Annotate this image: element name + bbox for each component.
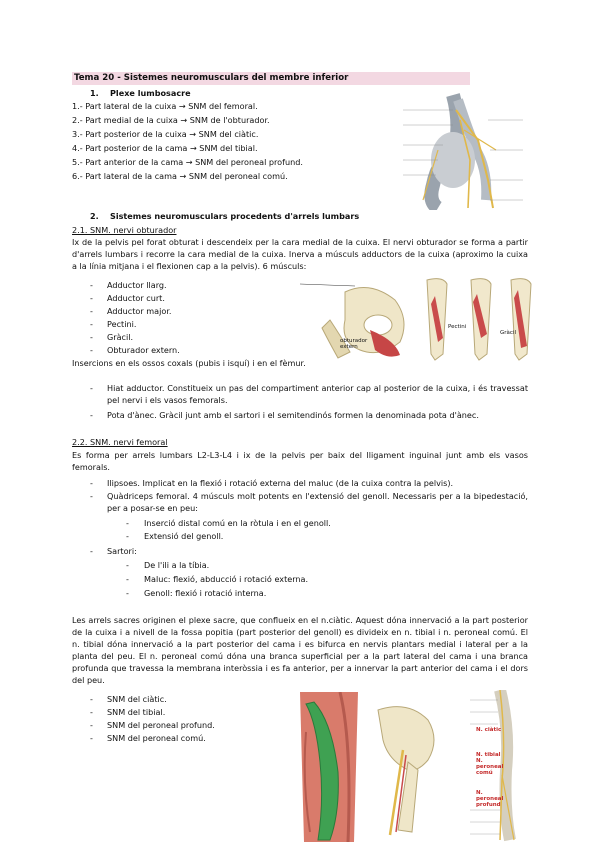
note-hiat-adductor: Hiat adductor. Constitueix un pas del compartiment anterior cap al posterior de la cuixa, i és travessat pel nervi i els vasos femorals. bbox=[107, 383, 528, 405]
list-item: 6.- Part lateral de la cama → SNM del peroneal comú. bbox=[72, 171, 288, 181]
list-item: Gràcil. bbox=[107, 332, 134, 342]
list-item: Ilipsoes. Implicat en la flexió i rotació externa del maluc (de la cuixa contra la pelvis). bbox=[107, 478, 454, 488]
list-item: De l'ili a la tíbia. bbox=[144, 560, 210, 570]
section1-heading: Plexe lumbosacre bbox=[110, 88, 191, 98]
paragraph-sacral: Les arrels sacres originen el plexe sacre, que conflueix en el n.ciàtic. Aquest dóna innervació a la part posterior de la cuixa i a nivell de la fossa popitia (part posterior del genoll) es divideix en n. tibial i n. peroneal comú. El n. tibial dóna innervació a la part posterior del cama i es bifurca en nervis plantars medial i lateral per a la planta del peu. El n. peroneal comú dóna una branca superficial per a la part lateral del cama i una branca profunda que travessa la membrana interòssia i es fa anterior, per a innervar la part anterior del cama i el dors del peu. bbox=[72, 615, 528, 685]
list-item: Adductor llarg. bbox=[107, 280, 167, 290]
adductor-legs-figure bbox=[425, 276, 535, 364]
section2-number: 2. bbox=[90, 211, 99, 221]
figure-label: N. tibial N. peroneal comú bbox=[476, 752, 504, 776]
lumbosacral-plexus-figure bbox=[398, 90, 528, 210]
list-item: 4.- Part posterior de la cama → SNM del tibial. bbox=[72, 143, 258, 153]
note-pota-anec: Pota d'ànec. Gràcil junt amb el sartori i el semitendinós formen la denominada pota d'ànec. bbox=[107, 410, 479, 420]
figure-label: N. ciàtic bbox=[476, 727, 502, 733]
list-item: Adductor curt. bbox=[107, 293, 165, 303]
list-item: SNM del peroneal profund. bbox=[107, 720, 215, 730]
list-item: 5.- Part anterior de la cama → SNM del peroneal profund. bbox=[72, 157, 303, 167]
list-item: Inserció distal comú en la ròtula i en el genoll. bbox=[144, 518, 331, 528]
list-item: Maluc: flexió, abducció i rotació externa. bbox=[144, 574, 309, 584]
figure-label: obturador extern bbox=[340, 338, 368, 350]
paragraph-femoral: Es forma per arrels lumbars L2-L3-L4 i ix de la pelvis per baix del lligament inguinal junt amb els vasos femorals. bbox=[72, 450, 528, 472]
insertions-text: Insercions en els ossos coxals (pubis i isquí) i en el fèmur. bbox=[72, 358, 306, 368]
figure-label: Pectini bbox=[448, 324, 467, 330]
list-item: Genoll: flexió i rotació interna. bbox=[144, 588, 267, 598]
thigh-muscle-figure bbox=[292, 692, 366, 844]
page-title: Tema 20 - Sistemes neuromusculars del membre inferior bbox=[72, 72, 470, 85]
list-item: 1.- Part lateral de la cuixa → SNM del femoral. bbox=[72, 101, 258, 111]
figure-label: Gràcil bbox=[500, 330, 516, 336]
list-item: SNM del peroneal comú. bbox=[107, 733, 206, 743]
list-item: Pectini. bbox=[107, 319, 137, 329]
list-item: SNM del tibial. bbox=[107, 707, 166, 717]
paragraph-obturator: Ix de la pelvis pel forat obturat i descendeix per la cara medial de la cuixa. El nervi obturador se forma a partir d'arrels lumbars i recorre la cara medial de la cuixa. Inerva a músculs adductors de la cuixa (aproximo la cuixa a la línia mitjana i el flexionen cap a la pelvis). 6 músculs: bbox=[72, 237, 528, 271]
list-item: Adductor major. bbox=[107, 306, 172, 316]
section1-number: 1. bbox=[90, 88, 99, 98]
list-item: 3.- Part posterior de la cuixa → SNM del ciàtic. bbox=[72, 129, 259, 139]
section2-heading: Sistemes neuromusculars procedents d'arrels lumbars bbox=[110, 211, 360, 221]
list-item: Extensió del genoll. bbox=[144, 531, 224, 541]
list-item: Obturador extern. bbox=[107, 345, 180, 355]
subsection-heading-femoral: 2.2. SNM. nervi femoral bbox=[72, 437, 168, 447]
list-item: SNM del ciàtic. bbox=[107, 694, 167, 704]
list-item: 2.- Part medial de la cuixa → SNM de l'obturador. bbox=[72, 115, 270, 125]
figure-label: N. peroneal profund bbox=[476, 790, 504, 808]
subsection-heading-obturator: 2.1. SNM. nervi obturador bbox=[72, 225, 177, 235]
list-item: Quàdriceps femoral. 4 músculs molt potents en l'extensió del genoll. Necessaris per a la bipedestació, per a posar-se en peu: bbox=[107, 491, 528, 513]
pelvis-figure bbox=[368, 700, 448, 840]
list-item: Sartori: bbox=[107, 546, 137, 556]
